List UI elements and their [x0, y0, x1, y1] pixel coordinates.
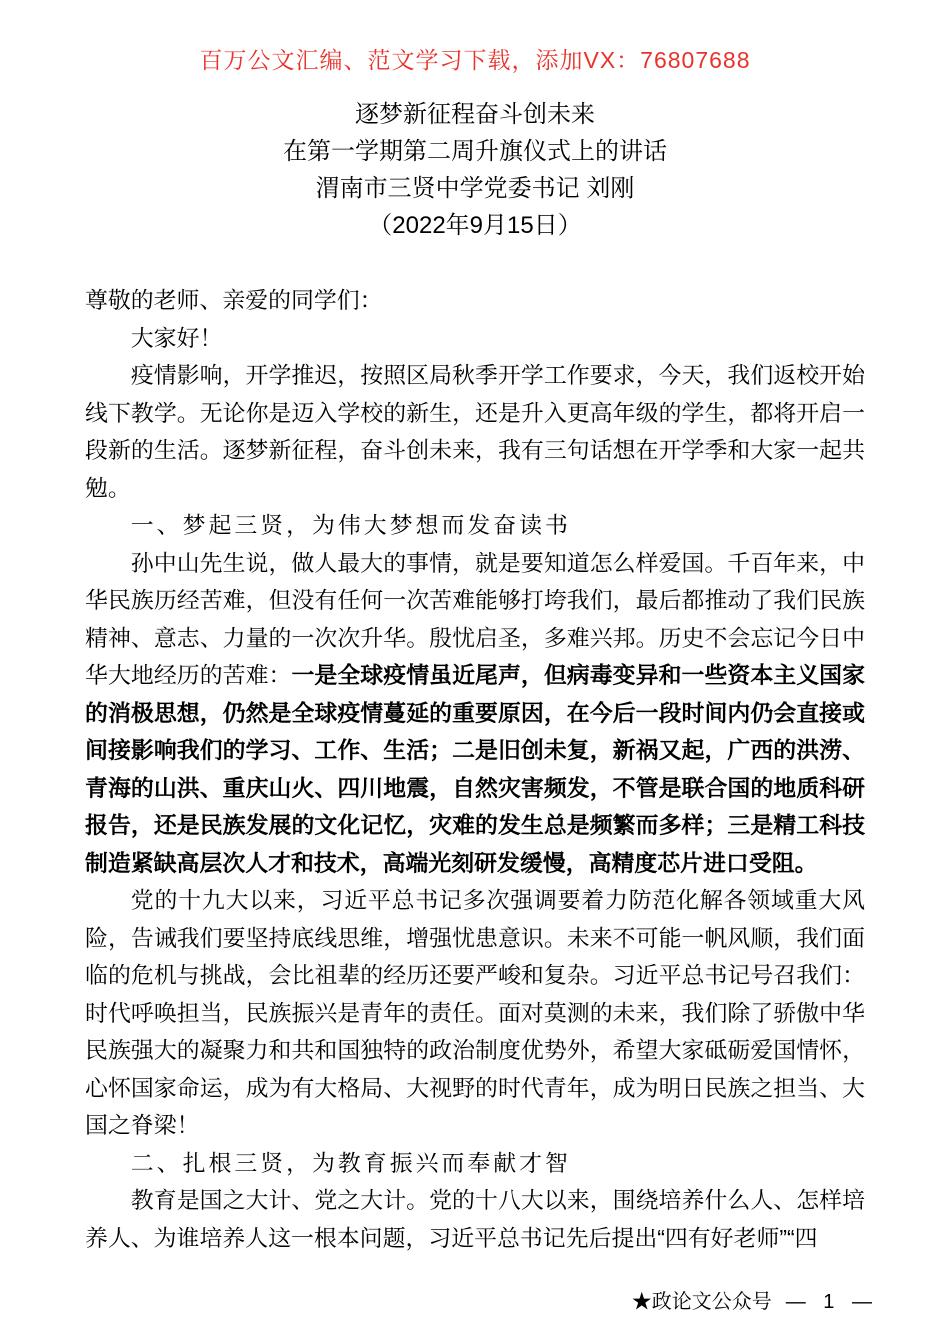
- page-number: — 1 —: [785, 1291, 872, 1313]
- text-run: 尊敬的老师、亲爱的同学们：: [85, 287, 383, 313]
- text-run: 一、梦起三贤，为伟大梦想而发奋读书: [130, 512, 571, 538]
- footer-account-label: ★政论文公众号: [631, 1291, 772, 1313]
- document-subtitle: 在第一学期第二周升旗仪式上的讲话: [283, 138, 667, 165]
- text-run: 党的十九大以来，习近平总书记多次强调要着力防范化解各领域重大风险，告诫我们要坚持底线思维，增强忧患意识。未来不可能一帆风顺，我们面临的危机与挑战，会比祖辈的经历还要严峻和复杂。习近平总书记号召我们：时代呼唤担当，民族振兴是青年的责任。面对莫测的未来，我们除了骄傲中华民族强大的凝聚力和共和国独特的政治制度优势外，希望大家砥砺爱国情怀，心怀国家命运，成为有大格局、大视野的时代青年，成为明日民族之担当、大国之脊梁！: [85, 887, 865, 1138]
- text-run: 大家好！: [130, 324, 223, 351]
- document-title: 逐梦新征程奋斗创未来: [355, 101, 595, 128]
- paragraph: [85, 1182, 865, 1257]
- paragraph: [85, 357, 865, 507]
- paragraph: [85, 545, 865, 883]
- bold-text-run: 一是全球疫情虽近尾声，但病毒变异和一些资本主义国家的消极思想，仍然是全球疫情蔓延的重要原因，在今后一段时间内仍会直接或间接影响我们的学习、工作、生活；二是旧创未复，新祸又起，广西的洪涝、青海的山洪、重庆山火、四川地震，自然灾害频发，不管是联合国的地质科研报告，还是民族发展的文化记忆，灾难的发生总是频繁而多样；三是精工科技制造紧缺高层次人才和技术，高端光刻研发缓慢，高精度芯片进口受阻。: [85, 662, 865, 876]
- paragraph: [85, 282, 865, 320]
- page-footer: [632, 1285, 872, 1314]
- title-block: [0, 96, 950, 244]
- text-run: 孙中山先生说，做人最大的事情，就是要知道怎么样爱国。千百年来，中华民族历经苦难，但没有任何一次苦难能够打垮我们，最后都推动了我们民族精神、意志、力量的一次次升华。殷忧启圣，多难兴邦。历史不会忘记今日中华大地经历的苦难：: [85, 549, 865, 688]
- text-run: 教育是国之大计、党之大计。党的十八大以来，围绕培养什么人、怎样培养人、为谁培养人这一根本问题，习近平总书记先后提出“四有好老师”“四: [85, 1187, 865, 1251]
- section-heading: [85, 507, 865, 545]
- date-line: （2022年9月15日）: [368, 212, 582, 239]
- promo-notice: 百万公文汇编、范文学习下载，添加VX：76807688: [199, 47, 751, 73]
- paragraph: [85, 320, 865, 358]
- paragraph: [85, 882, 865, 1145]
- speaker-line: 渭南市三贤中学党委书记 刘刚: [315, 175, 635, 202]
- document-body: [85, 282, 865, 1257]
- text-run: 疫情影响，开学推迟，按照区局秋季开学工作要求，今天，我们返校开始线下教学。无论你是迈入学校的新生，还是升入更高年级的学生，都将开启一段新的生活。逐梦新征程，奋斗创未来，我有三句话想在开学季和大家一起共勉。: [85, 362, 865, 501]
- section-heading: [85, 1145, 865, 1183]
- text-run: 二、扎根三贤，为教育振兴而奉献才智: [130, 1149, 571, 1176]
